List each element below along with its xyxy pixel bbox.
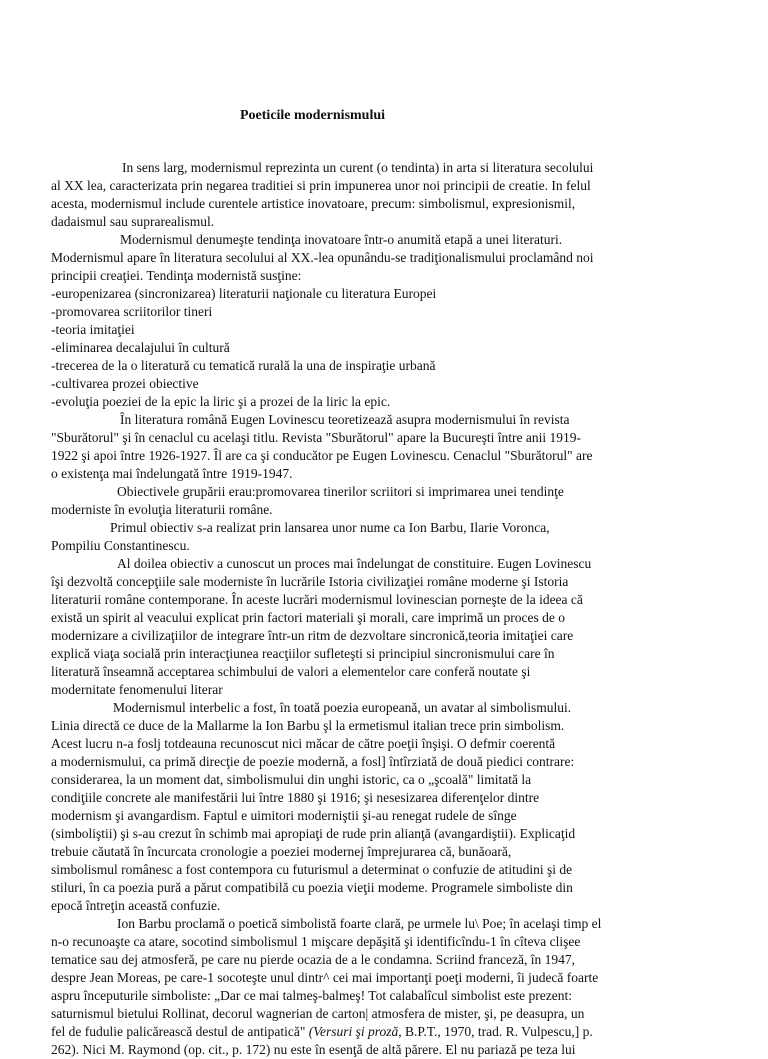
text-line: trebuie căutată în încurcata cronologie a poeziei modernej împrejurarea că, bunăoară, <box>51 844 512 859</box>
text-line: îşi dezvoltă concepţiile sale moderniste în lucrările Istoria civilizaţiei române moderne şi Istoria <box>51 574 569 589</box>
text-segment: B.P.T., 1970, trad. R. Vulpescu,] p. <box>405 1024 593 1039</box>
text-line: considerarea, la un moment dat, simbolismului din unghi istoric, ca o „şcoală" limitată la <box>51 772 532 787</box>
text-line: modernizare a civilizaţiilor de integrare într-un ritm de dezvoltare sincronică,teoria imitaţiei care <box>51 628 574 643</box>
text-segment: fel de fudulie palicărească destul de antipatică" <box>51 1024 306 1039</box>
list-item: -promovarea scriitorilor tineri <box>51 304 213 319</box>
text-line: saturnismul bietului Rollinat, decorul wagnerian de carton| atmosfera de mister, şi, pe deasupra, un <box>51 1006 585 1021</box>
text-line: Modernismul apare în literatura secolului al XX.-lea opunându-se tradiţionalismului proclamând noi <box>51 250 594 265</box>
list-item: -trecerea de la o literatură cu tematică rurală la una de inspiraţie urbană <box>51 358 436 373</box>
text-line: o existenţa mai îndelungată între 1919-1947. <box>51 466 293 481</box>
text-line: simbolismul românesc a fost contempora cu futurismul a determinat o confuzie de atitudini şi de <box>51 862 573 877</box>
list-item: -europenizarea (sincronizarea) literaturii naţionale cu literatura Europei <box>51 286 437 301</box>
text-line: În literatura română Eugen Lovinescu teoretizează asupra modernismului în revista <box>120 412 570 427</box>
text-line: Pompiliu Constantinescu. <box>51 538 190 553</box>
text-line: (simboliştii) şi s-au crezut în schimb mai apropiaţi de rude prin alianţă (avangardiştii). Explicaţid <box>51 826 576 841</box>
text-line: literatură înseamnă acceptarea schimbului de valori a elementelor care conferă noutate şi <box>51 664 531 679</box>
text-line: Modernismul denumeşte tendinţa inovatoare într-o anumită etapă a unei literaturi. <box>120 232 563 247</box>
text-line: Primul obiectiv s-a realizat prin lansarea unor nume ca Ion Barbu, Ilarie Voronca, <box>110 520 550 535</box>
text-line: condiţiile concrete ale manifestării lui între 1880 şi 1916; şi nesesizarea diferenţelor dintre <box>51 790 540 805</box>
text-line: al XX lea, caracterizata prin negarea traditiei si prin impunerea unor noi principii de creatie. In felul <box>51 178 591 193</box>
text-line: dadaismul sau suprarealismul. <box>51 214 215 229</box>
text-line: explică viaţa socială prin interacţiunea reacţiilor sufleteşti si principiul sincronismului care în <box>51 646 555 661</box>
page-title: Poeticile modernismului <box>240 108 386 123</box>
list-item: -cultivarea prozei obiective <box>51 376 199 391</box>
text-line: Modernismul interbelic a fost, în toată poezia europeană, un avatar al simbolismului. <box>113 700 572 715</box>
text-line: există un spirit al veacului explicat prin factori materiali şi morali, care imprimă un proces de o <box>51 610 565 625</box>
list-item: -evoluţia poeziei de la epic la liric şi a prozei de la liric la epic. <box>51 394 391 409</box>
text-line: 262). Nici M. Raymond (op. cit., p. 172) nu este în esenţă de altă părere. El nu pariază pe teza lui <box>51 1042 576 1057</box>
citation-title: (Versuri şi proză, <box>308 1024 402 1039</box>
text-line: moderniste în evoluţia literaturii române. <box>51 502 273 517</box>
text-line: "Sburătorul" şi în cenaclul cu acelaşi titlu. Revista "Sburătorul" apare la Bucureşti între anii 1919- <box>51 430 582 445</box>
text-line: literaturii române contemporane. În aceste lucrări modernismul lovinescian porneşte de la ideea că <box>51 592 583 607</box>
text-line: stiluri, în ca poezia pură a părut compatibilă cu poezia vieţii modeme. Programele simboliste din <box>51 880 573 895</box>
text-line: Acest lucru n-a foslj totdeauna recunoscut nici măcar de către poeţii înşişi. O defmir coerentă <box>51 736 556 751</box>
text-line: n-o recunoaşte ca atare, socotind simbolismul 1 mişcare depăşită şi identificîndu-1 în cîteva clişee <box>51 934 581 949</box>
text-line: aspru începuturile simboliste: „Dar ce mai talmeş-balmeş! Tot calabalîcul simbolist este prezent: <box>51 988 573 1003</box>
list-item: -eliminarea decalajului în cultură <box>51 340 230 355</box>
text-line: a modernismului, ca primă direcţie de poezie modernă, a fosl] întîrziată de două piedici contrare: <box>51 754 575 769</box>
text-line: Obiectivele grupării erau:promovarea tinerilor scriitori si imprimarea unei tendinţe <box>117 484 564 499</box>
text-line <box>51 1023 715 1041</box>
text-line: acesta, modernismul include curentele artistice inovatoare, precum: simbolismul, expresionismil, <box>51 196 576 211</box>
text-line: In sens larg, modernismul reprezinta un curent (o tendinta) in arta si literatura secolului <box>122 160 594 175</box>
text-line: Ion Barbu proclamă o poetică simbolistă foarte clară, pe urmele lu\ Poe; în acelaşi timp el <box>117 916 602 931</box>
text-line: despre Jean Moreas, pe care-1 socoteşte unul dintr^ cei mai importanţi poeţi moderni, îi judecă foarte <box>51 970 599 985</box>
text-line: 1922 şi apoi între 1926-1927. Îl are ca şi conducător pe Eugen Lovinescu. Cenaclul "Sburătorul" are <box>51 448 593 463</box>
text-line: modernism şi avangardism. Faptul e uimitori moderniştii şi-au renegat rudele de sînge <box>51 808 517 823</box>
text-line: modernitate fenomenului literar <box>51 682 223 697</box>
text-line: epocă întreţin această confuzie. <box>51 898 221 913</box>
list-item: -teoria imitaţiei <box>51 322 135 337</box>
text-line: Al doilea obiectiv a cunoscut un proces mai îndelungat de constituire. Eugen Lovinescu <box>117 556 592 571</box>
text-line: Linia directă ce duce de la Mallarme la Ion Barbu şl la ermetismul italian trece prin simbolism. <box>51 718 565 733</box>
document-body <box>51 159 715 1059</box>
text-line: principii creaţiei. Tendinţa modernistă susţine: <box>51 268 302 283</box>
text-line: tematice sau dej atmosferă, pe care nu pierde ocazia de a le condamna. Scriind franceză, în 1947, <box>51 952 575 967</box>
